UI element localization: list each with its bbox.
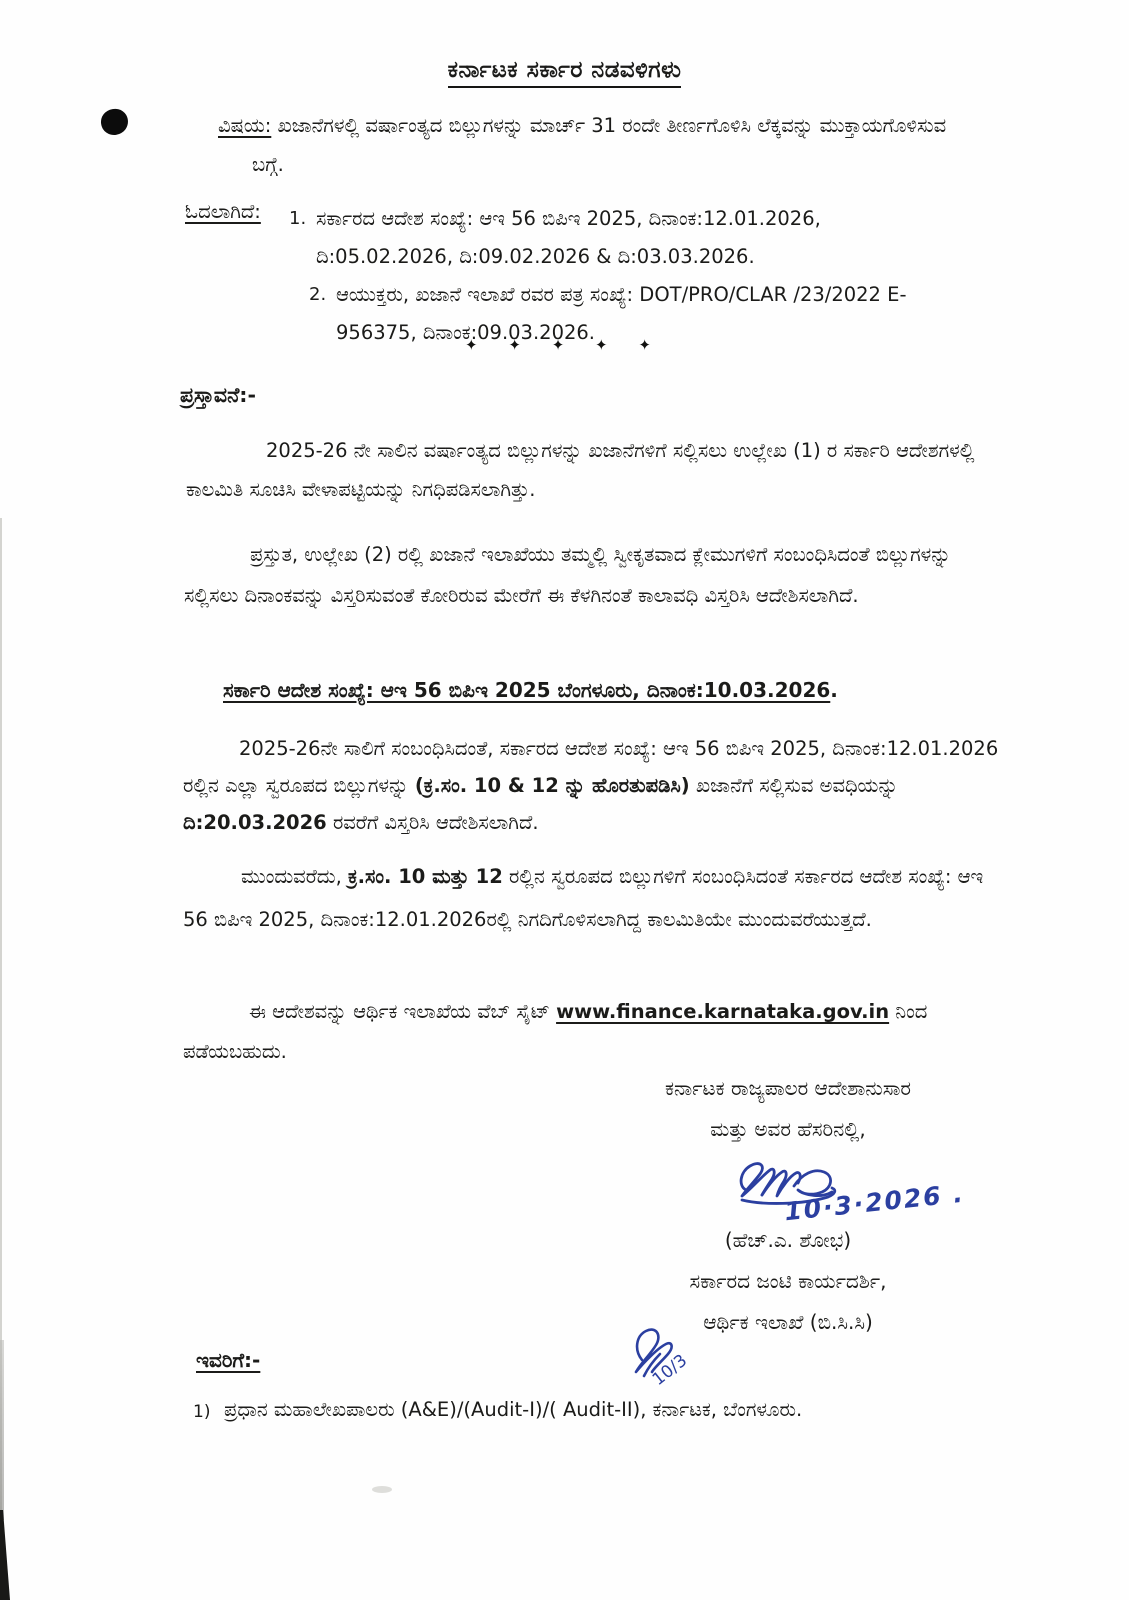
reference-number: 1. bbox=[289, 208, 307, 229]
order-number-text: ಸರ್ಕಾರಿ ಆದೇಶ ಸಂಖ್ಯೆ: ಆಇ 56 ಬಿಪಿಇ 2025 ಬೆಂಗಳೂರು, ದಿನಾಂಕ:10.03.2026 bbox=[223, 678, 831, 702]
signature-area bbox=[588, 1150, 988, 1227]
order-number-heading bbox=[223, 678, 838, 702]
reference-text: ಸರ್ಕಾರದ ಆದೇಶ ಸಂಖ್ಯೆ: ಆಇ 56 ಬಿಪಿಇ 2025, ದಿನಾಂಕ:12.01.2026, ದಿ:05.02.2026, ದಿ:09.02.2026 & ದಿ:03.03.2026. bbox=[316, 207, 821, 268]
authority-line-1: ಕರ್ನಾಟಕ ರಾಜ್ಯಪಾಲರ ಆದೇಶಾನುಸಾರ bbox=[664, 1076, 911, 1100]
text-segment: ನಿಂದ ಪಡೆಯಬಹುದು. bbox=[183, 1000, 928, 1063]
authority-line-2: ಮತ್ತು ಅವರ ಹೆಸರಿನಲ್ಲಿ, bbox=[710, 1117, 866, 1141]
distribution-item-text: ಪ್ರಧಾನ ಮಹಾಲೇಖಪಾಲರು (A&E)/(Audit-I)/( Audit-II), ಕರ್ನಾಟಕ, ಬೆಂಗಳೂರು. bbox=[224, 1398, 803, 1421]
initials-scribble bbox=[612, 1318, 722, 1403]
text-segment: ರವರೆಗೆ ವಿಸ್ತರಿಸಿ ಆದೇಶಿಸಲಾಗಿದೆ. bbox=[326, 811, 539, 834]
document-title bbox=[0, 57, 1129, 88]
distribution-label-text: ಇವರಿಗೆ:- bbox=[196, 1348, 261, 1372]
text-segment: ಈ ಆದೇಶವನ್ನು ಆರ್ಥಿಕ ಇಲಾಖೆಯ ವೆಬ್ ಸೈಟ್ bbox=[249, 1000, 557, 1023]
scan-edge-smudge bbox=[0, 1340, 4, 1520]
preamble-paragraph-1: 2025-26 ನೇ ಸಾಲಿನ ವರ್ಷಾಂತ್ಯದ ಬಿಲ್ಲುಗಳನ್ನು ಖಜಾನೆಗಳಿಗೆ ಸಲ್ಲಿಸಲು ಉಲ್ಲೇಖ (1) ರ ಸರ್ಕಾರಿ ಆದೇಶಗಳಲ್ಲಿ ಕಾಲಮಿತಿ ಸೂಚಿಸಿ ವೇಳಾಪಟ್ಟಿಯನ್ನು ನಿಗಧಿಪಡಿಸಲಾಗಿತ್ತು. bbox=[186, 439, 975, 501]
text-segment: ದಿ:20.03.2026 bbox=[183, 811, 327, 834]
initials-date: 10/3 bbox=[648, 1350, 692, 1390]
handwritten-date: 10·3·2026 . bbox=[782, 1178, 966, 1227]
text-segment: ಮುಂದುವರೆದು, bbox=[241, 865, 348, 888]
subject-line bbox=[218, 106, 958, 184]
reference-text: ಆಯುಕ್ತರು, ಖಜಾನೆ ಇಲಾಖೆ ರವರ ಪತ್ರ ಸಂಖ್ಯೆ: DOT/PRO/CLAR /23/2022 E-956375, ದಿನಾಂಕ:09.03.2026. bbox=[336, 283, 907, 344]
text-segment: ಖಜಾನೆಗೆ ಸಲ್ಲಿಸುವ ಅವಧಿಯನ್ನು bbox=[689, 774, 899, 797]
text-segment: (ಕ್ರ.ಸಂ. 10 & 12 ನ್ನು ಹೊರತುಪಡಿಸಿ) bbox=[414, 774, 690, 797]
reference-list bbox=[289, 200, 951, 352]
subject-label: ವಿಷಯ: bbox=[218, 114, 272, 137]
star-separator: ✦ ✦ ✦ ✦ ✦ bbox=[465, 336, 664, 354]
website-paragraph bbox=[183, 992, 1003, 1072]
scan-smudge bbox=[372, 1486, 392, 1493]
document-title-text: ಕರ್ನಾಟಕ ಸರ್ಕಾರ ನಡವಳಿಗಳು bbox=[448, 57, 682, 88]
text-segment: ಕ್ರ.ಸಂ. 10 ಮತ್ತು 12 bbox=[348, 865, 503, 888]
signatory-department: ಆರ್ಥಿಕ ಇಲಾಖೆ (ಬಿ.ಸಿ.ಸಿ) bbox=[703, 1310, 873, 1334]
preamble-paragraph-2: ಪ್ರಸ್ತುತ, ಉಲ್ಲೇಖ (2) ರಲ್ಲಿ ಖಜಾನೆ ಇಲಾಖೆಯು ತಮ್ಮಲ್ಲಿ ಸ್ವೀಕೃತವಾದ ಕ್ಲೇಮುಗಳಿಗೆ ಸಂಬಂಧಿಸಿದಂತೆ ಬಿಲ್ಲುಗಳನ್ನು ಸಲ್ಲಿಸಲು ದಿನಾಂಕವನ್ನು ವಿಸ್ತರಿಸುವಂತೆ ಕೋರಿರುವ ಮೇರೆಗೆ ಈ ಕೆಳಗಿನಂತೆ ಕಾಲಾವಧಿ ವಿಸ್ತರಿಸಿ ಆದೇಶಿಸಲಾಗಿದೆ. bbox=[184, 543, 951, 607]
signatory-block bbox=[588, 1068, 988, 1343]
distribution-item-number: 1) bbox=[193, 1402, 211, 1422]
punch-hole-mark bbox=[99, 107, 129, 137]
scan-corner-shadow bbox=[0, 1510, 10, 1600]
text-segment: 2025-26ನೇ ಸಾಲಿಗೆ ಸಂಬಂಧಿಸಿದಂತೆ, ಸರ್ಕಾರದ ಆದೇಶ ಸಂಖ್ಯೆ: ಆಇ 56 ಬಿಪಿಇ 2025, ದಿನಾಂಕ:12.01.2026 ರಲ್ಲಿನ ಎಲ್ಲಾ ಸ್ವರೂಪದ ಬಿಲ್ಲುಗಳನ್ನು bbox=[183, 737, 999, 797]
reference-number: 2. bbox=[309, 284, 327, 305]
signatory-designation: ಸರ್ಕಾರದ ಜಂಟಿ ಕಾರ್ಯದರ್ಶಿ, bbox=[689, 1269, 887, 1293]
order-paragraph bbox=[183, 730, 1003, 841]
text-segment: www.finance.karnataka.gov.in bbox=[556, 1000, 890, 1023]
distribution-label bbox=[196, 1348, 260, 1372]
text-segment: ರಲ್ಲಿನ ಸ್ವರೂಪದ ಬಿಲ್ಲುಗಳಿಗೆ ಸಂಬಂಧಿಸಿದಂತೆ ಸರ್ಕಾರದ ಆದೇಶ ಸಂಖ್ಯೆ: ಆಇ 56 ಬಿಪಿಇ 2025, ದಿನಾಂಕ:12.01.2026ರಲ್ಲಿ ನಿಗದಿಗೊಳಿಸಲಾಗಿದ್ದ ಕಾಲಮಿತಿಯೇ ಮುಂದುವರೆಯುತ್ತದೆ. bbox=[183, 865, 984, 931]
reference-item bbox=[289, 200, 951, 276]
read-label-text: ಓದಲಾಗಿದೆ: bbox=[185, 200, 261, 223]
signatory-name: (ಹೆಚ್.ಎ. ಶೋಭ) bbox=[724, 1228, 852, 1252]
order-number-suffix: . bbox=[830, 678, 838, 702]
continuation-paragraph bbox=[183, 855, 1003, 941]
preamble-heading: ಪ್ರಸ್ತಾವನೆ:- bbox=[180, 383, 256, 407]
subject-text: ಖಜಾನೆಗಳಲ್ಲಿ ವರ್ಷಾಂತ್ಯದ ಬಿಲ್ಲುಗಳನ್ನು ಮಾರ್ಚ್ 31 ರಂದೇ ತೀರ್ಣಗೊಳಿಸಿ ಲೆಕ್ಕವನ್ನು ಮುಕ್ತಾಯಗೊಳಿಸುವ ಬಗ್ಗೆ. bbox=[252, 114, 947, 176]
read-label bbox=[185, 200, 261, 223]
distribution-item bbox=[193, 1392, 999, 1430]
